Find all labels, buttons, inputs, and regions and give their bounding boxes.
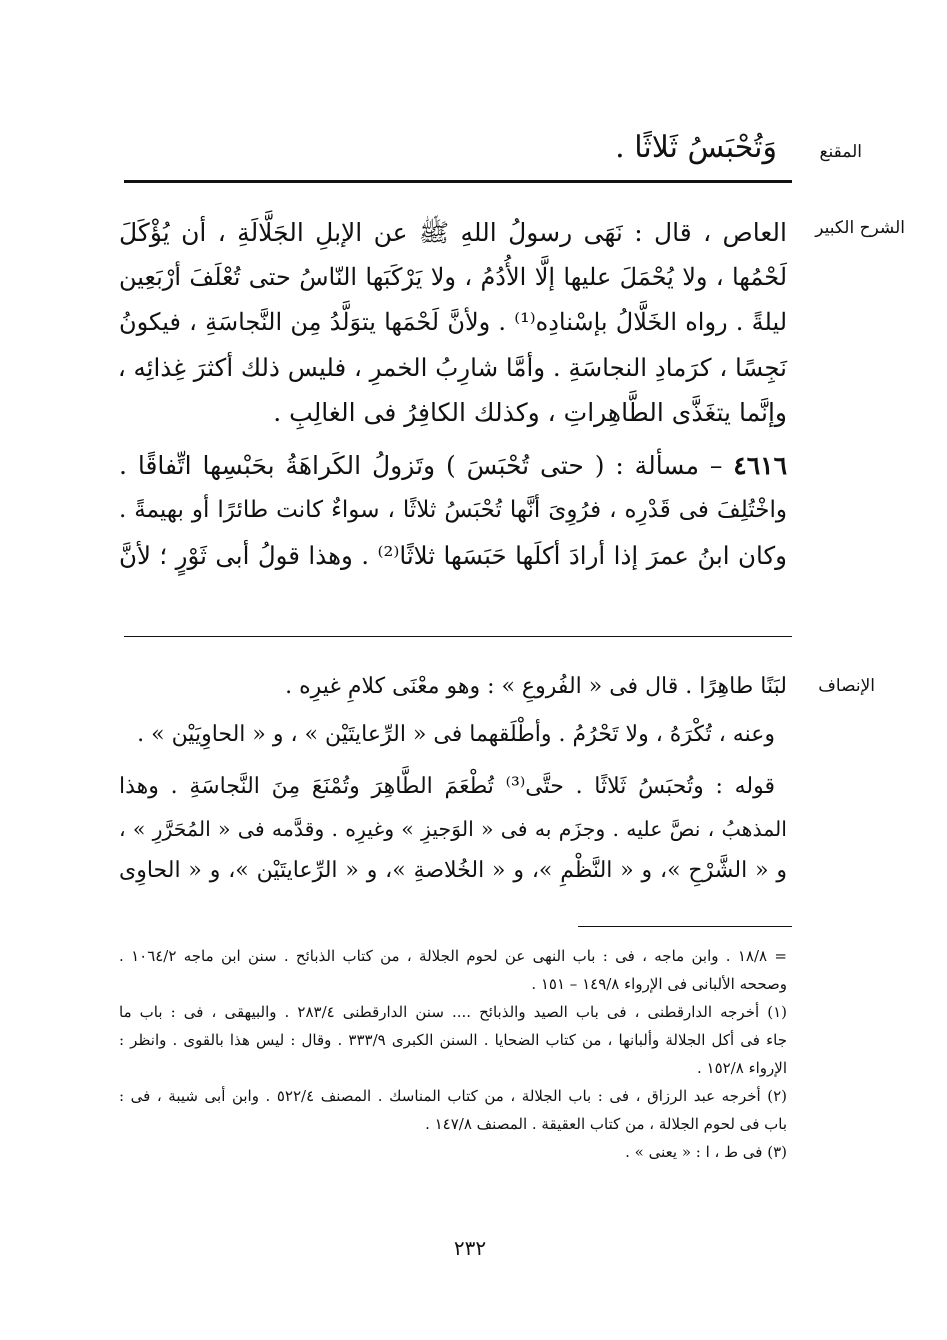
footnote-line: (٢) أخرجه عبد الرزاق ، فى : باب الجلالة ، من كتاب المناسك . المصنف ٥٢٢/٤ . وابن أبى شيبة ، فى : [119, 1087, 788, 1105]
footnote-line: وصححه الألبانى فى الإرواء ١٤٩/٨ – ١٥١ . [531, 975, 787, 993]
insaf-line: قوله : وتُحبَسُ ثَلاثًا . حتَّى⁽³⁾ تُطْعَمَ الطَّاهِرَ وتُمْنَعَ مِنَ النَّجاسَةِ . وهذا [119, 774, 775, 799]
muqni-label: المقنع [819, 142, 862, 162]
sharh-line: ليلةً . رواه الخَلَّالُ بإسْنادِه⁽¹⁾ . ولأنَّ لَحْمَها يتوَلَّدُ مِن النَّجاسَةِ ، فيكونُ [119, 308, 788, 336]
footnote-divider [578, 926, 792, 927]
footnote-line: (١) أخرجه الدارقطنى ، فى باب الصيد والذبائح .... سنن الدارقطنى ٢٨٣/٤ . والبيهقى ، فى : باب ما [119, 1003, 787, 1021]
insaf-body [119, 666, 787, 892]
header-rule [124, 180, 792, 183]
muqni-text: وَتُحْبَسُ ثَلاثًا . [615, 130, 777, 165]
insaf-label: الإنصاف [818, 676, 875, 696]
footnote-line: = ١٨/٨ . وابن ماجه ، فى : باب النهى عن لحوم الجلالة ، من كتاب الذبائح . سنن ابن ماجه ١٠٦٤/٢ . [119, 947, 787, 965]
page-number: ٢٣٢ [453, 1236, 487, 1260]
insaf-line: و « الشَّرْحِ »، و « النَّظْمِ »، و « الخُلاصةِ »، و « الرِّعايتَيْن »، و « الحاوِى [119, 858, 787, 883]
sharh-line: واخْتُلِفَ فى قَدْرِه ، فرُوِىَ أنَّها تُحْبَسُ ثلاثًا ، سواءٌ كانت طائرًا أو بهيمةً . [119, 497, 787, 523]
sharh-line: نَجِسًا ، كرَمادِ النجاسَةِ . وأمَّا شارِبُ الخمرِ ، فليس ذلك أكثرَ غِذائِه ، [117, 353, 787, 382]
masala-line [119, 443, 787, 488]
sharh-body [119, 210, 787, 578]
masala-text: – مسألة : ( حتى تُحْبَسَ ) وتَزولُ الكَراهَةُ بحَبْسِها اتِّفاقًا . [119, 451, 723, 480]
sharh-line: وإنَّما يتغَذَّى الطَّاهِراتِ ، وكذلك الكافِرُ فى الغالِبِ . [273, 398, 787, 427]
insaf-line: المذهبُ ، نصَّ عليه . وجزَم به فى « الوَجيزِ » وغيرِه . وقدَّمه فى « المُحَرَّرِ » ، [119, 817, 787, 841]
footnote-line: (٣) فى ط ، ا : « يعنى » . [625, 1143, 787, 1161]
footnotes [119, 942, 787, 1166]
footnote-line: جاء فى أكل الجلالة وألبانها ، من كتاب الضحايا . السنن الكبرى ٣٣٣/٩ . وقال : ليس هذا بالقوى . وانظر : [119, 1031, 788, 1049]
footnote-line: باب فى لحوم الجلالة ، من كتاب العقيقة . المصنف ١٤٧/٨ . [425, 1115, 787, 1133]
masala-number: ٤٦١٦ [733, 451, 787, 480]
insaf-line: وعنه ، تُكْرَهُ ، ولا تَحْرُمُ . وأطْلَقهما فى « الرِّعايتَيْن » ، و « الحاوِيَيْن » . [137, 722, 775, 747]
section-divider [124, 636, 792, 637]
sharh-line: العاص ، قال : نَهَى رسولُ اللهِ ﷺ عن الإبلِ الجَلَّالَةِ ، أن يُؤْكَلَ [119, 218, 787, 247]
footnote-line: الإرواء ١٥٢/٨ . [696, 1059, 787, 1077]
sharh-line: لَحْمُها ، ولا يُحْمَلَ عليها إلَّا الأُدُمُ ، ولا يَرْكَبَها النّاسُ حتى تُعْلَفَ أرْبَعِين [119, 263, 788, 291]
sharh-label: الشرح الكبير [815, 218, 905, 238]
sharh-line: وكان ابنُ عمرَ إذا أرادَ أكلَها حَبَسَها ثلاثًا⁽²⁾ . وهذا قولُ أبى ثَوْرٍ ؛ لأنَّ [119, 541, 787, 570]
insaf-line: لبَنًا طاهِرًا . قال فى « الفُروعِ » : وهو معْنَى كلامِ غيرِه . [285, 674, 787, 699]
